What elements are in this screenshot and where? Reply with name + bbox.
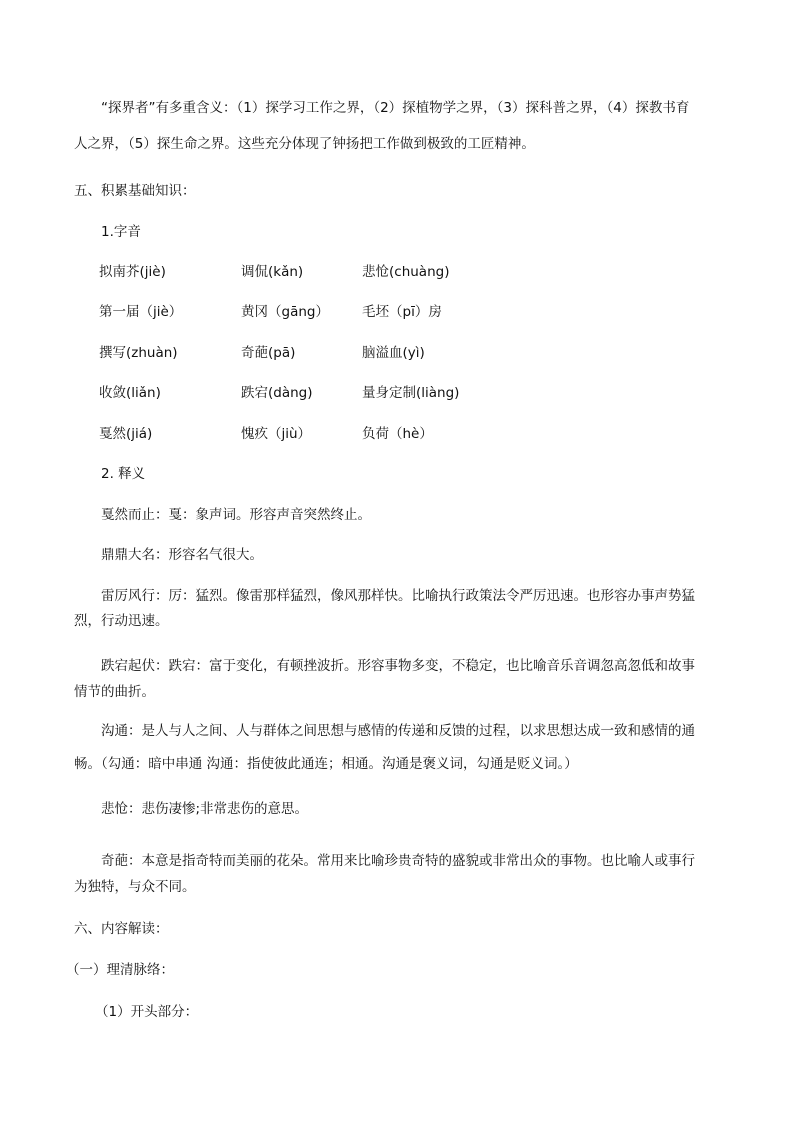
pronunciation-item: 收敛(liǎn): [99, 385, 161, 401]
meaning-entry-cont: 烈，行动迅速。: [74, 613, 169, 629]
pronunciation-item: 撰写(zhuàn): [99, 345, 178, 361]
pronunciation-item: 跌宕(dàng): [241, 385, 313, 401]
intro-line-1: “探界者”有多重含义：（1）探学习工作之界，（2）探植物学之界，（3）探科普之界，（4）探教书育: [101, 100, 690, 116]
pronunciation-item: 毛坯（pī）房: [362, 304, 442, 320]
meaning-entry-cont: 情节的曲折。: [74, 684, 155, 700]
pronunciation-item: 脑溢血(yì): [362, 345, 425, 361]
pronunciation-item: 第一届（jiè）: [99, 304, 183, 320]
pronunciation-item: 奇葩(pā): [241, 345, 296, 361]
pronunciation-item: 戛然(jiá): [99, 426, 153, 442]
meaning-entry: 跌宕起伏：跌宕：富于变化，有顿挫波折。形容事物多变，不稳定，也比喻音乐音调忽高忽低和故事: [101, 658, 695, 674]
meaning-entry: 奇葩：本意是指奇特而美丽的花朵。常用来比喻珍贵奇特的盛貌或非常出众的事物。也比喻人或事行: [101, 853, 695, 869]
meaning-title: 2. 释义: [101, 466, 146, 482]
section-6-heading: 六、内容解读：: [74, 921, 169, 937]
pronunciation-item: 拟南芥(jiè): [99, 264, 166, 280]
section-5-heading: 五、积累基础知识：: [74, 183, 196, 199]
meaning-entry-cont: 畅。（勾通：暗中串通 沟通：指使彼此通连；相通。沟通是褒义词，勾通是贬义词。）: [74, 756, 578, 772]
section-6-subsubheading: （1）开头部分：: [95, 1004, 199, 1020]
meaning-entry: 鼎鼎大名：形容名气很大。: [101, 547, 263, 563]
pronunciation-item: 调侃(kǎn): [241, 264, 304, 280]
meaning-entry: 悲怆：悲伤凄惨;非常悲伤的意思。: [101, 801, 309, 817]
section-6-subheading: （一）理清脉络：: [66, 962, 174, 978]
pronunciation-item: 量身定制(liàng): [362, 385, 460, 401]
pronunciation-item: 负荷（hè）: [362, 426, 433, 442]
meaning-entry: 戛然而止：戛：象声词。形容声音突然终止。: [101, 507, 371, 523]
pronunciation-item: 悲怆(chuàng): [362, 264, 450, 280]
meaning-entry: 雷厉风行：厉：猛烈。像雷那样猛烈，像风那样快。比喻执行政策法令严厉迅速。也形容办事声势猛: [101, 588, 695, 604]
pronunciation-item: 黄冈（gāng）: [241, 304, 329, 320]
meaning-entry: 沟通：是人与人之间、人与群体之间思想与感情的传递和反馈的过程，以求思想达成一致和感情的通: [101, 723, 695, 739]
pronunciation-title: 1.字音: [101, 224, 141, 240]
pronunciation-item: 愧疚（jiù）: [241, 426, 312, 442]
meaning-entry-cont: 为独特，与众不同。: [74, 879, 196, 895]
intro-line-2: 人之界，（5）探生命之界。这些充分体现了钟扬把工作做到极致的工匠精神。: [74, 136, 535, 152]
